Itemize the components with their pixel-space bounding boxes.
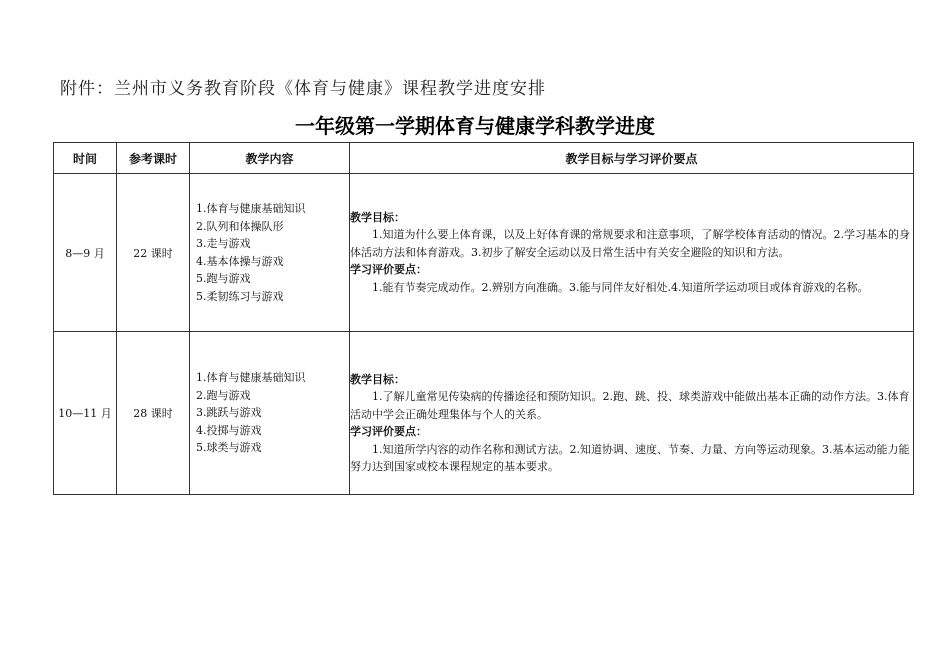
row-content — [190, 332, 350, 495]
list-item: 5.柔韧练习与游戏 — [196, 289, 284, 303]
document-title: 一年级第一学期体育与健康学科教学进度 — [295, 114, 655, 138]
eval-label: 学习评价要点： — [350, 425, 427, 438]
table-row — [54, 174, 914, 332]
row-goals — [350, 332, 914, 495]
schedule-table — [53, 142, 914, 495]
list-item: 5.球类与游戏 — [196, 441, 262, 455]
content-list — [190, 200, 349, 305]
row-goals — [350, 174, 914, 332]
header-hours: 参考课时 — [117, 143, 190, 174]
header-time: 时间 — [54, 143, 117, 174]
list-item: 2.队列和体操队形 — [196, 219, 284, 233]
goal-text: 1.了解儿童常见传染病的传播途径和预防知识。2.跑、跳、投、球类游戏中能做出基本正确的动作方法。3.体育活动中学会正确处理集体与个人的关系。 — [350, 390, 910, 421]
goal-label: 教学目标： — [350, 372, 405, 386]
list-item: 3.跳跃与游戏 — [196, 406, 262, 420]
header-content: 教学内容 — [190, 143, 350, 174]
list-item: 1.体育与健康基础知识 — [196, 371, 306, 385]
goal-text: 1.知道为什么要上体育课，以及上好体育课的常规要求和注意事项，了解学校体育活动的情况。2.学习基本的身体活动方法和体育游戏。3.初步了解安全运动以及日常生活中有关安全避险的知识和方法。 — [350, 228, 910, 259]
eval-text: 1.能有节奏完成动作。2.辨别方向准确。3.能与同伴友好相处.4.知道所学运动项目或体育游戏的名称。 — [372, 280, 869, 294]
list-item: 4.投掷与游戏 — [196, 423, 262, 437]
row-time: 10—11 月 — [54, 332, 117, 495]
content-list — [190, 369, 349, 457]
row-hours: 28 课时 — [117, 332, 190, 495]
list-item: 2.跑与游戏 — [196, 388, 251, 402]
list-item: 5.跑与游戏 — [196, 272, 251, 285]
list-item: 4.基本体操与游戏 — [196, 254, 284, 268]
row-hours: 22 课时 — [117, 174, 190, 332]
header-goals: 教学目标与学习评价要点 — [350, 143, 914, 174]
list-item: 1.体育与健康基础知识 — [196, 202, 306, 215]
attachment-heading: 附件：兰州市义务教育阶段《体育与健康》课程教学进度安排 — [60, 79, 546, 99]
list-item: 3.走与游戏 — [196, 237, 251, 250]
eval-text: 1.知道所学内容的动作名称和测试方法。2.知道协调、速度、节奏、力量、方向等运动现象。3.基本运动能力能努力达到国家或校本课程规定的基本要求。 — [350, 442, 910, 473]
table-header-row — [54, 143, 914, 174]
goal-label: 教学目标： — [350, 210, 405, 224]
eval-label: 学习评价要点： — [350, 263, 427, 277]
row-time: 8—9 月 — [54, 174, 117, 332]
table-row — [54, 332, 914, 495]
row-content — [190, 174, 350, 332]
